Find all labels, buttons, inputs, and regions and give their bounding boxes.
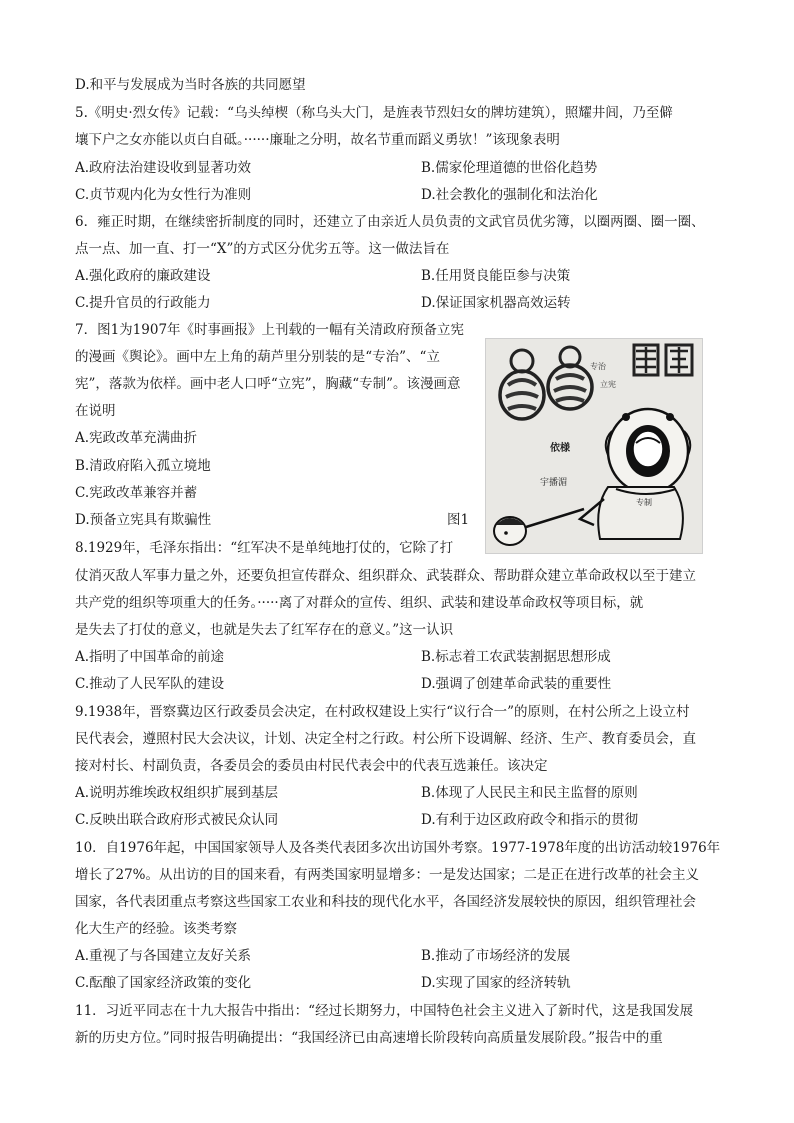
q9-stem-line-3: 接对村长、村副负责，各委员会的委员由村民代表会中的代表互选兼任。该决定 [75, 758, 548, 774]
q10-stem-line-2: 增长了27%。从出访的目的国来看，有两类国家明显增多：一是发达国家；二是正在进行改革的社会主义 [75, 867, 700, 883]
q9-option-c: C.反映出联合政府形式被民众认同 [75, 812, 279, 828]
artist-seal: 依様 [550, 443, 570, 454]
q6-option-b: B.任用贤良能臣参与决策 [421, 268, 571, 284]
q7-stem-line-1: 7．图1为1907年《时事画报》上刊载的一幅有关清政府预备立宪 [75, 322, 465, 338]
q6-stem-line-2: 点一点、加一直、打一“X”的方式区分优劣五等。这一做法旨在 [75, 241, 450, 257]
gourd-label-1: 专治 [590, 362, 606, 371]
q9-option-a: A.说明苏维埃政权组织扩展到基层 [75, 785, 279, 801]
q6-option-a: A.强化政府的廉政建设 [75, 268, 211, 284]
q7-option-d: D.预备立宪具有欺骗性 [75, 512, 212, 528]
q8-option-a: A.指明了中国革命的前途 [75, 649, 225, 665]
figure-caption: 图1 [447, 512, 470, 528]
cartoon-illustration [486, 339, 702, 553]
q10-stem-line-4: 化大生产的经验。该类考察 [75, 921, 237, 937]
old-man-head-icon [606, 409, 691, 493]
q4-option-d: D.和平与发展成为当时各族的共同愿望 [75, 77, 306, 93]
gourd-label-2: 立宪 [600, 380, 616, 389]
q5-option-a: A.政府法治建设收到显著功效 [75, 160, 252, 176]
q5-stem-line-2: 壤下户之女亦能以贞白自砥。······廉耻之分明，故名节重而蹈义勇欤！”该现象表明 [75, 132, 560, 148]
q8-option-c: C.推动了人民军队的建设 [75, 676, 225, 692]
q5-option-c: C.贞节观内化为女性行为准则 [75, 187, 252, 203]
q8-stem-line-3: 共产党的组织等项重大的任务。·····离了对群众的宣传、组织、武装和建设革命政权等项目标，就 [75, 595, 644, 611]
q7-stem-line-3: 宪”，落款为依样。画中老人口呼“立宪”，胸藏“专制”。该漫画意 [75, 376, 461, 392]
q9-stem-line-1: 9.1938年，晋察冀边区行政委员会决定，在村政权建设上实行“议行合一”的原则，在村公所之上设立村 [75, 704, 690, 720]
q10-stem-line-3: 国家，各代表团重点考察这些国家工农业和科技的现代化水平，各国经济发展较快的原因，组织管理社会 [75, 894, 696, 910]
q7-option-a: A.宪政改革充满曲折 [75, 430, 198, 446]
q8-option-b: B.标志着工农武装割据思想形成 [421, 649, 611, 665]
q7-option-b: B.清政府陷入孤立境地 [75, 458, 211, 474]
q7-stem-line-4: 在说明 [75, 403, 116, 419]
q5-option-b: B.儒家伦理道德的世俗化趋势 [421, 160, 598, 176]
q8-stem-line-1: 8.1929年，毛泽东指出：“红军决不是单纯地打仗的，它除了打 [75, 540, 454, 556]
q10-option-c: C.酝酿了国家经济政策的变化 [75, 975, 252, 991]
q5-option-d: D.社会教化的强制化和法治化 [421, 187, 598, 203]
q7-option-c: C.宪政改革兼容并蓄 [75, 485, 198, 501]
q10-option-b: B.推动了市场经济的发展 [421, 948, 571, 964]
q8-stem-line-4: 是失去了打仗的意义，也就是失去了红军存在的意义。”这一认识 [75, 622, 454, 638]
q9-option-b: B.体现了人民民主和民主监督的原则 [421, 785, 638, 801]
q11-stem-line-1: 11．习近平同志在十九大报告中指出：“经过长期努力，中国特色社会主义进入了新时代，这是我国发展 [75, 1003, 694, 1019]
q5-stem-line-1: 5.《明史·烈女传》记载：“乌头绰楔（称乌头大门，是旌表节烈妇女的牌坊建筑），照耀井闾，乃至僻 [75, 105, 673, 121]
q6-stem-line-1: 6．雍正时期，在继续密折制度的同时，还建立了由亲近人员负责的文武官员优劣簿，以圈两圈、圈一圈、 [75, 214, 705, 230]
artist-signature: 宇播湄 [540, 478, 568, 488]
q6-option-c: C.提升官员的行政能力 [75, 295, 211, 311]
q10-option-d: D.实现了国家的经济转轨 [421, 975, 571, 991]
cartoon-figure [485, 338, 703, 554]
q8-stem-line-2: 仗消灭敌人军事力量之外，还要负担宣传群众、组织群众、武装群众、帮助群众建立革命政权以至于建立 [75, 568, 696, 584]
q6-option-d: D.保证国家机器高效运转 [421, 295, 571, 311]
q9-stem-line-2: 民代表会，遵照村民大会决议，计划、决定全村之行政。村公所下设调解、经济、生产、教育委员会，直 [75, 731, 696, 747]
q10-stem-line-1: 10．自1976年起，中国国家领导人及各类代表团多次出访国外考察。1977-1978年度的出访活动较1976年 [75, 840, 721, 856]
q8-option-d: D.强调了创建革命武装的重要性 [421, 676, 612, 692]
q7-stem-line-2: 的漫画《舆论》。画中左上角的葫芦里分别装的是“专治”、“立 [75, 349, 440, 365]
q10-option-a: A.重视了与各国建立友好关系 [75, 948, 252, 964]
q9-option-d: D.有利于边区政府政令和指示的贯彻 [421, 812, 639, 828]
q11-stem-line-2: 新的历史方位。”同时报告明确提出：“我国经济已由高速增长阶段转向高质量发展阶段。”报告中的重 [75, 1030, 663, 1046]
chest-label: 专制 [636, 498, 652, 507]
